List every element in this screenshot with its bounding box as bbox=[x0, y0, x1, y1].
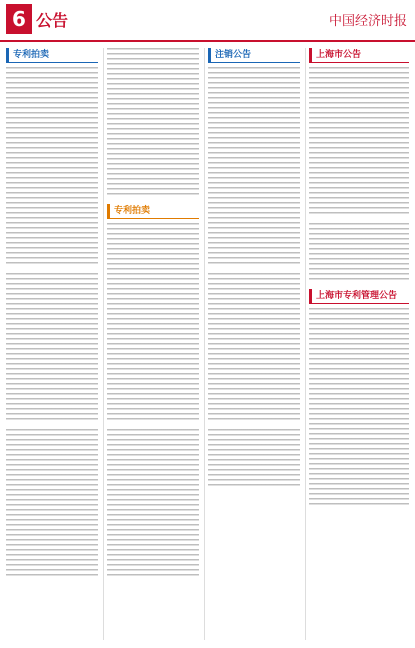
notice-block bbox=[107, 223, 199, 423]
masthead: 中国经济时报 bbox=[328, 14, 407, 29]
column-3 bbox=[208, 48, 300, 640]
page-title: 公告 bbox=[36, 11, 69, 30]
column-divider bbox=[103, 48, 104, 640]
body-text bbox=[208, 429, 300, 489]
notice-block bbox=[107, 48, 199, 198]
body-text bbox=[208, 273, 300, 423]
section-header: 注销公告 bbox=[208, 48, 300, 63]
section-header: 专利拍卖 bbox=[107, 204, 199, 219]
section-header: 专利拍卖 bbox=[6, 48, 98, 63]
notice-block bbox=[309, 308, 409, 508]
section-header: 上海市专利管理公告 bbox=[309, 289, 409, 304]
body-text bbox=[6, 67, 98, 267]
notice-block bbox=[309, 223, 409, 283]
body-text bbox=[208, 67, 300, 267]
page-number: 6 bbox=[6, 4, 32, 34]
notice-block bbox=[6, 67, 98, 267]
notice-block bbox=[208, 273, 300, 423]
notice-block bbox=[208, 429, 300, 489]
column-divider bbox=[204, 48, 205, 640]
notice-block bbox=[208, 67, 300, 267]
body-text bbox=[309, 67, 409, 217]
body-text bbox=[6, 429, 98, 579]
notice-block bbox=[6, 429, 98, 579]
body-text bbox=[309, 308, 409, 508]
section-header: 上海市公告 bbox=[309, 48, 409, 63]
column-divider bbox=[305, 48, 306, 640]
body-text bbox=[6, 273, 98, 423]
notice-block bbox=[107, 429, 199, 579]
notice-block bbox=[309, 67, 409, 217]
body-text bbox=[309, 223, 409, 283]
column-1 bbox=[6, 48, 98, 640]
column-4 bbox=[309, 48, 409, 640]
column-2 bbox=[107, 48, 199, 640]
body-text bbox=[107, 48, 199, 198]
body-text bbox=[107, 429, 199, 579]
notice-block bbox=[6, 273, 98, 423]
body-text bbox=[107, 223, 199, 423]
page-header bbox=[0, 0, 415, 42]
